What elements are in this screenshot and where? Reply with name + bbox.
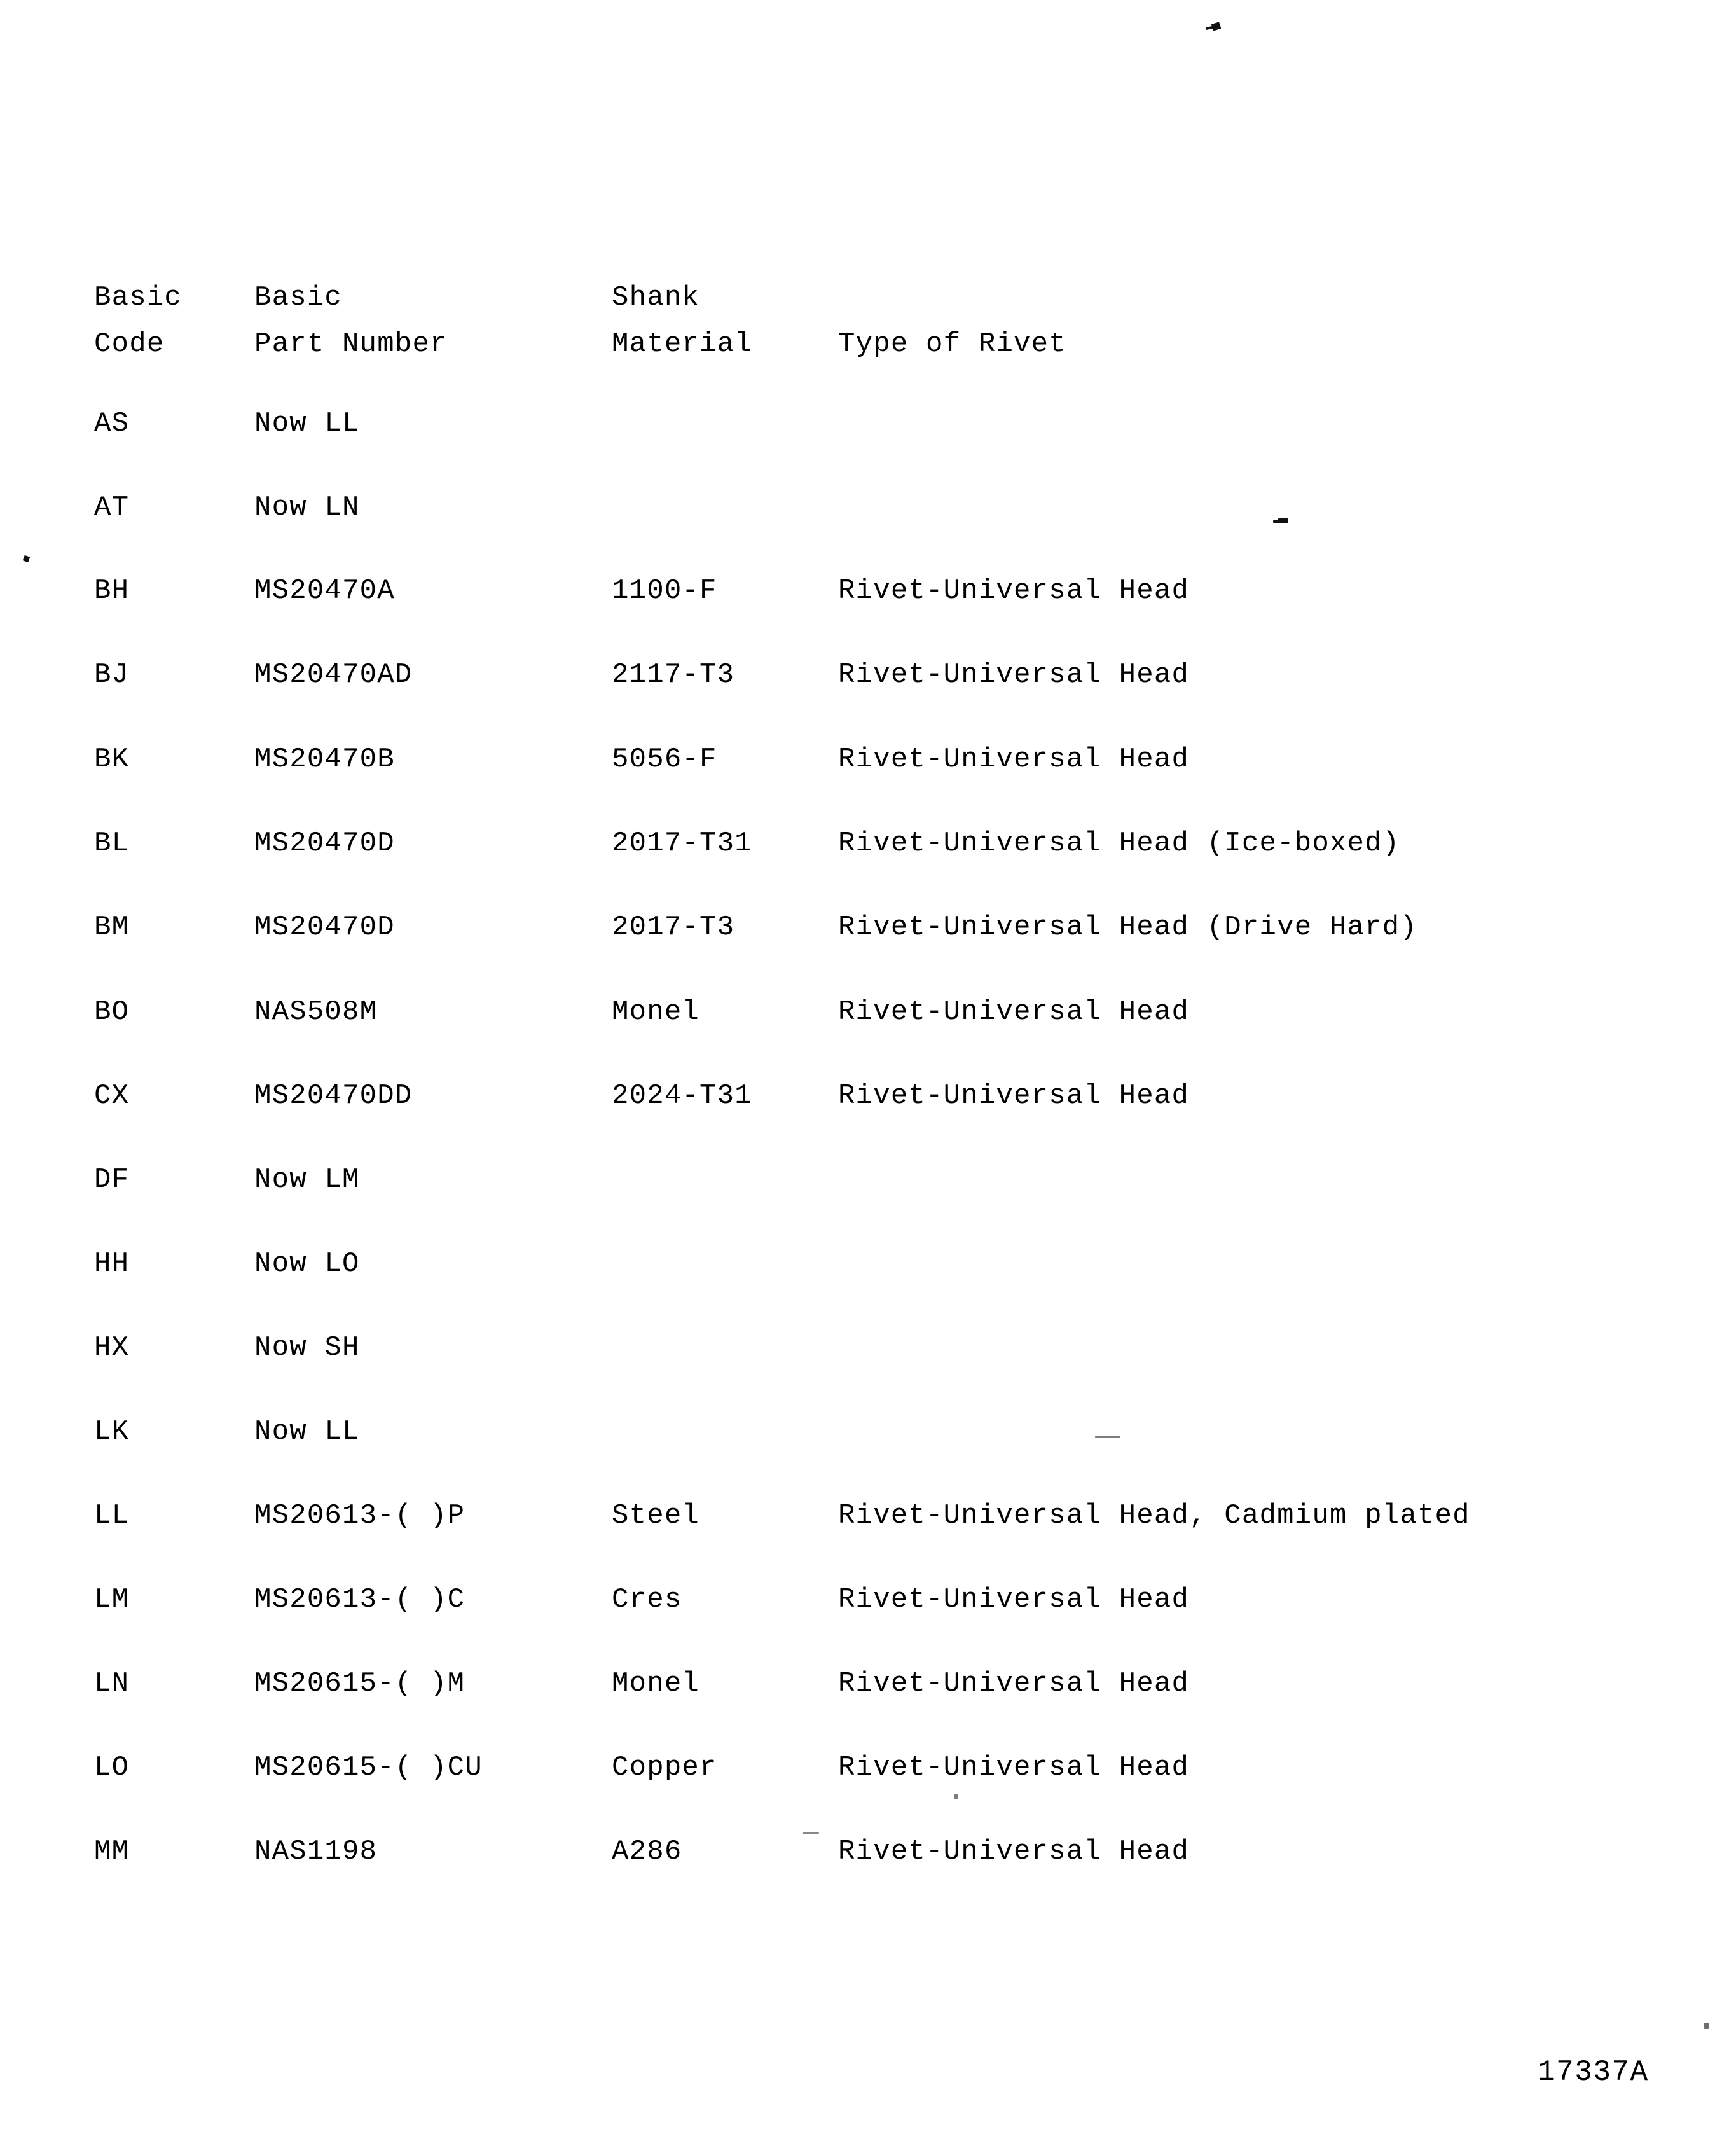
scan-artifact-speck [1704,2023,1709,2029]
cell-shank-material: 2017-T3 [612,911,735,943]
cell-part-number: Now LL [254,408,360,440]
scan-artifact-speck [1211,22,1222,31]
scan-artifact-speck [803,1832,819,1834]
cell-type-of-rivet: Rivet-Universal Head, Cadmium plated [838,1500,1470,1532]
header-basic-code-line2: Code [94,328,165,360]
cell-part-number: MS20615-( )M [254,1668,465,1700]
cell-basic-code: LL [94,1500,130,1532]
scan-artifact-speck [1273,520,1279,523]
cell-part-number: MS20470D [254,911,395,943]
cell-type-of-rivet: Rivet-Universal Head [838,1836,1190,1867]
header-type-of-rivet-line2: Type of Rivet [838,328,1066,360]
cell-shank-material: Cres [612,1584,682,1616]
cell-basic-code: BM [94,911,130,943]
cell-part-number: MS20470AD [254,659,413,691]
cell-part-number: Now LM [254,1164,360,1196]
cell-type-of-rivet: Rivet-Universal Head [838,659,1190,691]
cell-part-number: Now SH [254,1332,360,1364]
cell-part-number: MS20470D [254,828,395,859]
scan-artifact-speck [954,1794,958,1799]
header-part-number-line1: Basic [254,282,343,314]
cell-shank-material: 2117-T3 [612,659,735,691]
cell-part-number: Now LN [254,492,360,523]
cell-part-number: MS20470DD [254,1080,413,1112]
cell-basic-code: CX [94,1080,130,1112]
cell-type-of-rivet: Rivet-Universal Head (Drive Hard) [838,911,1417,943]
cell-shank-material: 1100-F [612,575,717,607]
scan-artifact-speck [1278,518,1288,523]
cell-type-of-rivet: Rivet-Universal Head (Ice-boxed) [838,828,1400,859]
cell-type-of-rivet: Rivet-Universal Head [838,996,1190,1028]
scan-artifact-speck [1206,26,1213,30]
cell-shank-material: 5056-F [612,744,717,775]
cell-shank-material: Steel [612,1500,700,1532]
cell-basic-code: MM [94,1836,130,1867]
cell-basic-code: BL [94,828,130,859]
cell-basic-code: LK [94,1416,130,1448]
cell-basic-code: BO [94,996,130,1028]
cell-shank-material: Monel [612,1668,700,1700]
header-part-number-line2: Part Number [254,328,448,360]
scan-artifact-speck [1095,1436,1120,1438]
cell-type-of-rivet: Rivet-Universal Head [838,1080,1190,1112]
cell-basic-code: AS [94,408,130,440]
scan-artifact-speck [23,555,31,563]
cell-type-of-rivet: Rivet-Universal Head [838,1668,1190,1700]
cell-shank-material: 2017-T31 [612,828,752,859]
cell-type-of-rivet: Rivet-Universal Head [838,744,1190,775]
cell-part-number: Now LL [254,1416,360,1448]
cell-shank-material: Monel [612,996,700,1028]
cell-basic-code: HH [94,1248,130,1280]
cell-shank-material: Copper [612,1752,717,1784]
cell-basic-code: LN [94,1668,130,1700]
cell-basic-code: BH [94,575,130,607]
cell-type-of-rivet: Rivet-Universal Head [838,1584,1190,1616]
cell-shank-material: A286 [612,1836,682,1867]
cell-part-number: MS20470A [254,575,395,607]
header-shank-material-line1: Shank [612,282,700,314]
cell-part-number: MS20470B [254,744,395,775]
document-id-label: 17337A [1538,2056,1649,2089]
cell-part-number: NAS1198 [254,1836,378,1867]
cell-part-number: MS20613-( )C [254,1584,465,1616]
cell-basic-code: HX [94,1332,130,1364]
cell-part-number: MS20615-( )CU [254,1752,483,1784]
cell-basic-code: AT [94,492,130,523]
cell-type-of-rivet: Rivet-Universal Head [838,1752,1190,1784]
cell-basic-code: LO [94,1752,130,1784]
cell-basic-code: BJ [94,659,130,691]
cell-basic-code: BK [94,744,130,775]
header-basic-code-line1: Basic [94,282,183,314]
cell-basic-code: DF [94,1164,130,1196]
cell-shank-material: 2024-T31 [612,1080,752,1112]
header-shank-material-line2: Material [612,328,752,360]
cell-part-number: Now LO [254,1248,360,1280]
cell-part-number: NAS508M [254,996,378,1028]
cell-basic-code: LM [94,1584,130,1616]
cell-type-of-rivet: Rivet-Universal Head [838,575,1190,607]
cell-part-number: MS20613-( )P [254,1500,465,1532]
